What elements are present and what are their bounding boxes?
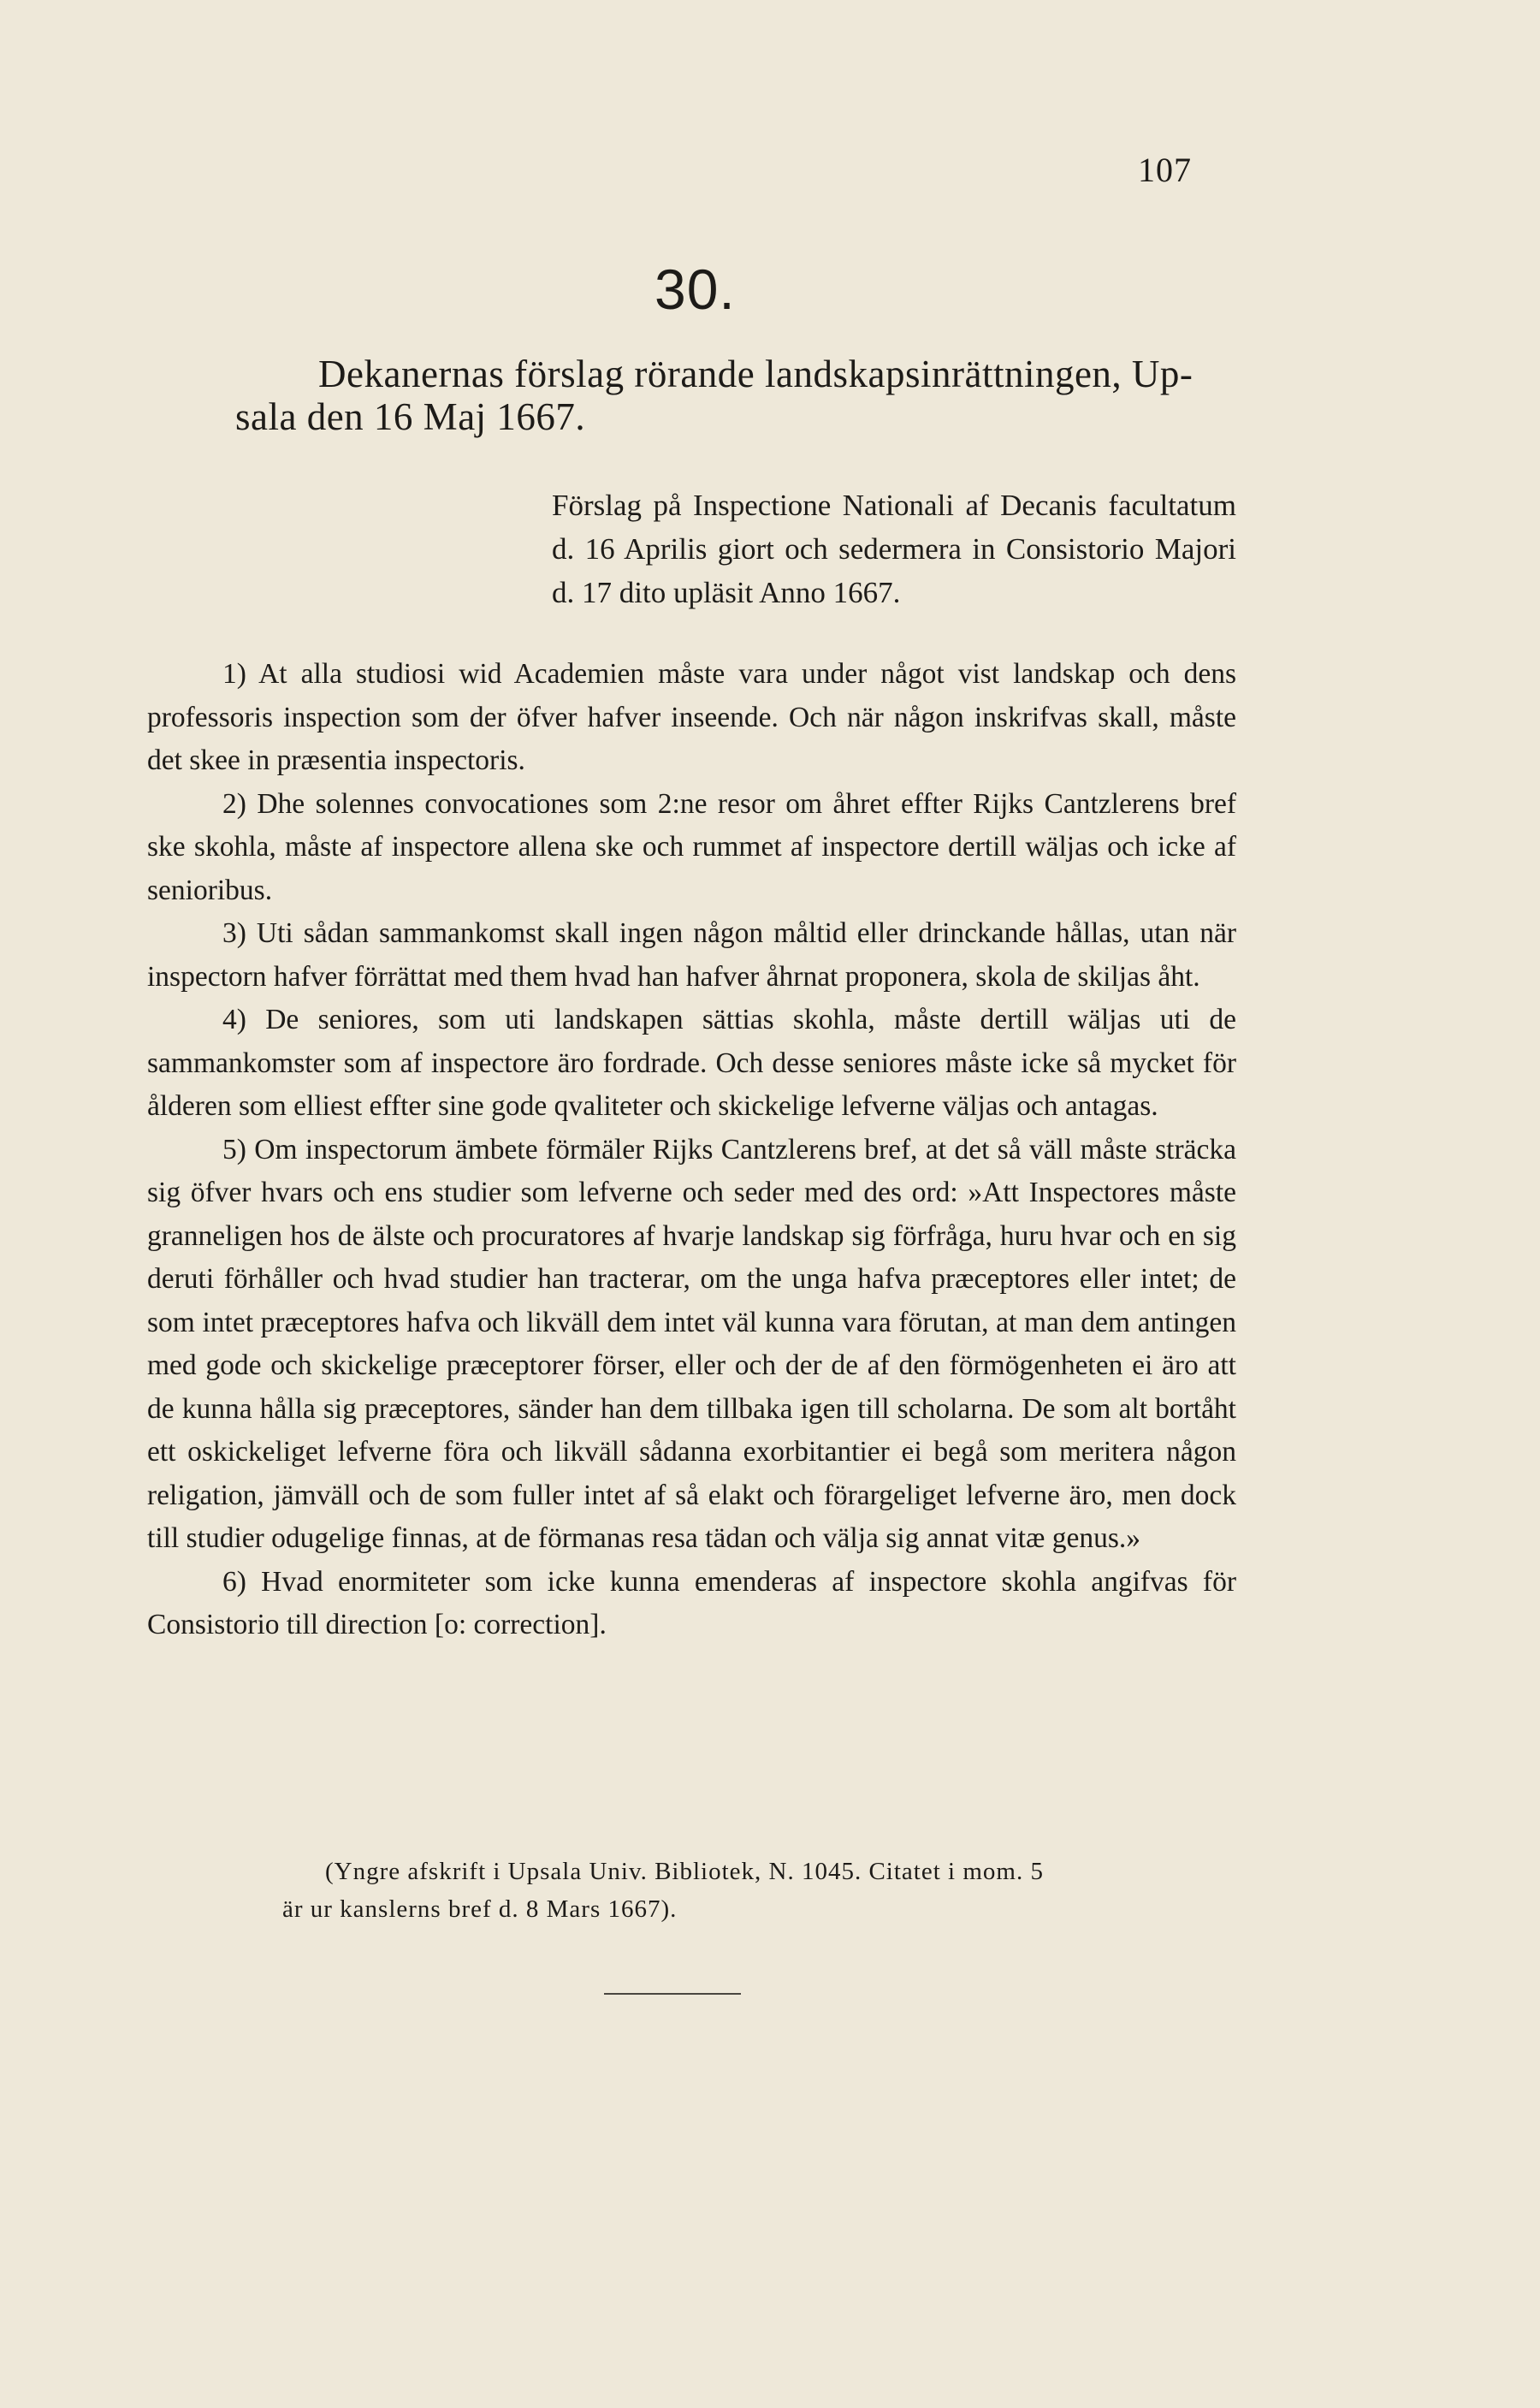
paragraph-3: 3) Uti sådan sammankomst skall ingen någon måltid eller drinckande hållas, utan när inspectorn hafver förrättat med them hvad han hafver åhrnat proponera, skola de skiljas åht. [147, 917, 1236, 993]
heading-note: Förslag på Inspectione Nationali af Decanis facultatum d. 16 Aprilis giort och sedermera in Consistorio Majori d. 17 dito upläsit Anno 1667. [552, 489, 1236, 609]
source-note-line-1: (Yngre afskrift i Upsala Univ. Bibliotek, N. 1045. Citatet i mom. 5 [325, 1858, 1044, 1885]
page-number: 107 [1138, 151, 1192, 189]
paragraph-4: 4) De seniores, som uti landskapen sättias skohla, måste dertill wäljas uti de sammankomster som af inspectore äro fordrade. Och desse seniores måste icke så mycket för ålderen som elliest effter sine gode qvaliteter och skickelige lefverne väljas och antagas. [147, 1004, 1236, 1122]
paragraph-1: 1) At alla studiosi wid Academien måste vara under något vist landskap och dens professoris inspection som der öfver hafver inseende. Och när någon inskrifvas skall, måste det skee in præsentia inspectoris. [147, 658, 1236, 776]
paragraph-5: 5) Om inspectorum ämbete förmäler Rijks Cantzlerens bref, at det så väll måste sträcka sig öfver hvars och ens studier som lefverne och seder med des ord: »Att Inspectores måste granneligen hos de älste och procuratores af hvarje landskap sig förfråga, huru hvar och en sig deruti förhåller och hvad studier han tracterar, om the unga hafva præceptores eller intet; de som intet præceptores hafva och likväll dem intet väl kunna vara förutan, at man dem antingen med gode och skickelige præceptorer förser, eller och der de af den förmögenheten ei äro att de kunna hålla sig præceptores, sänder han dem tillbaka igen till scholarna. De som alt bortåht ett oskickeliget lefverne föra och likväll sådanna exorbitantier ei begå som meritera någon religation, jämväll och de som fuller intet af så elakt och förargeliget lefverne äro, men dock till studier odugelige finnas, at de förmanas resa tädan och välja sig annat vitæ genus.» [147, 1133, 1236, 1554]
source-note-line-2: är ur kanslerns bref d. 8 Mars 1667). [282, 1895, 678, 1923]
paragraph-2: 2) Dhe solennes convocationes som 2:ne resor om åhret effter Rijks Cantzlerens bref ske skohla, måste af inspectore allena ske och rummet af inspectore dertill wäljas och icke af senioribus. [147, 787, 1236, 906]
paragraph-6: 6) Hvad enormiteter som icke kunna emenderas af inspectore skohla angifvas för Consistorio till direction [o: correction]. [147, 1565, 1236, 1640]
document-number: 30. [654, 258, 736, 321]
title-line-2: sala den 16 Maj 1667. [235, 395, 586, 438]
source-note [282, 1853, 1236, 1928]
document-body [147, 653, 1236, 1647]
document-title [235, 353, 1236, 438]
end-divider [604, 1993, 741, 1995]
title-line-1: Dekanernas förslag rörande landskapsinrättningen, Up- [318, 353, 1194, 395]
